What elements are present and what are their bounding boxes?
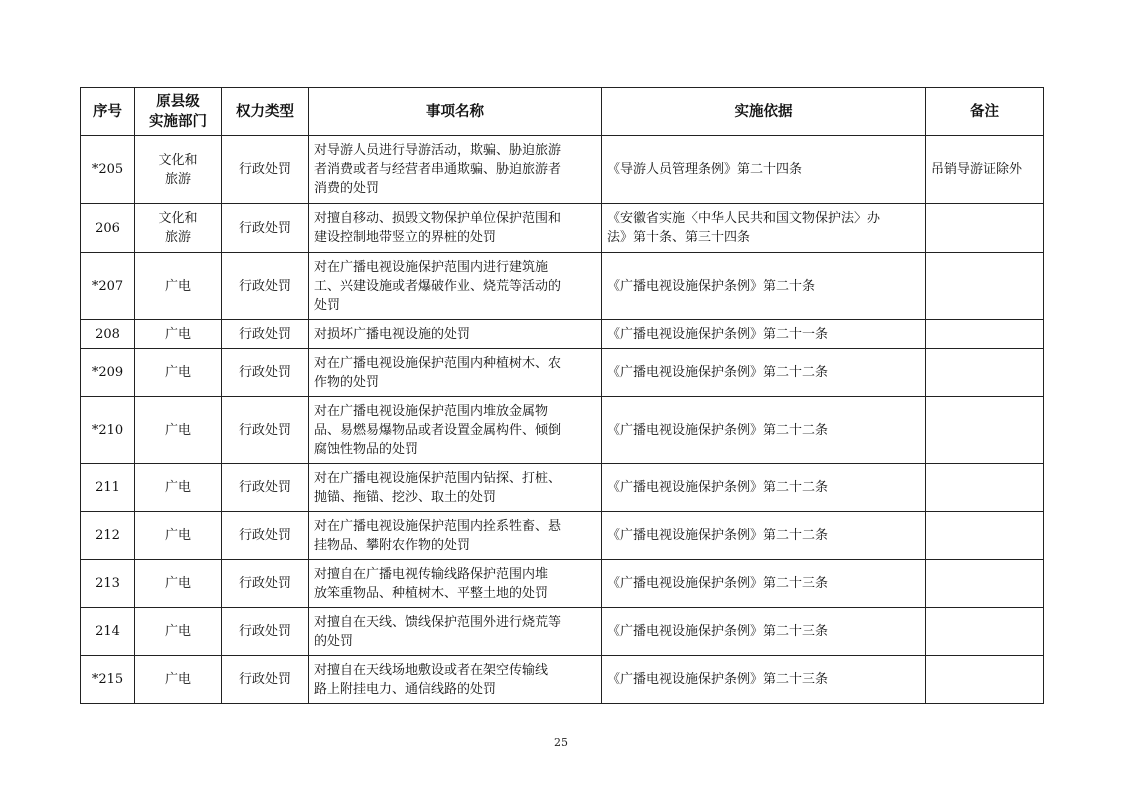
cell-power-type: 行政处罚 [222, 464, 309, 512]
cell-department: 广电 [135, 349, 222, 397]
table-row [81, 560, 1044, 608]
page-number: 25 [554, 736, 568, 749]
cell-legal-basis: 《广播电视设施保护条例》第二十二条 [602, 349, 926, 397]
cell-serial-number: *205 [81, 136, 135, 204]
cell-remarks [926, 204, 1044, 253]
cell-serial-number: 214 [81, 608, 135, 656]
cell-department: 广电 [135, 320, 222, 349]
cell-legal-basis: 《广播电视设施保护条例》第二十三条 [602, 656, 926, 704]
cell-serial-number: 212 [81, 512, 135, 560]
cell-remarks [926, 349, 1044, 397]
cell-power-type: 行政处罚 [222, 136, 309, 204]
cell-legal-basis: 《广播电视设施保护条例》第二十一条 [602, 320, 926, 349]
cell-department: 广电 [135, 560, 222, 608]
cell-power-type: 行政处罚 [222, 656, 309, 704]
cell-power-type: 行政处罚 [222, 512, 309, 560]
cell-power-type: 行政处罚 [222, 397, 309, 464]
cell-legal-basis: 《广播电视设施保护条例》第二十二条 [602, 512, 926, 560]
cell-power-type: 行政处罚 [222, 253, 309, 320]
cell-serial-number: 208 [81, 320, 135, 349]
cell-power-type: 行政处罚 [222, 349, 309, 397]
header-remarks: 备注 [926, 88, 1044, 136]
cell-serial-number: *209 [81, 349, 135, 397]
cell-item-name: 对在广播电视设施保护范围内钻探、打桩、 抛锚、拖锚、挖沙、取土的处罚 [309, 464, 602, 512]
table-row [81, 253, 1044, 320]
table-row [81, 204, 1044, 253]
cell-remarks [926, 560, 1044, 608]
header-power-type: 权力类型 [222, 88, 309, 136]
cell-item-name: 对损坏广播电视设施的处罚 [309, 320, 602, 349]
cell-legal-basis: 《广播电视设施保护条例》第二十二条 [602, 464, 926, 512]
cell-serial-number: *215 [81, 656, 135, 704]
cell-item-name: 对擅自移动、损毁文物保护单位保护范围和 建设控制地带竖立的界桩的处罚 [309, 204, 602, 253]
cell-department: 广电 [135, 608, 222, 656]
cell-department: 广电 [135, 464, 222, 512]
table-header-row [81, 88, 1044, 136]
table-row [81, 320, 1044, 349]
cell-remarks [926, 397, 1044, 464]
cell-legal-basis: 《导游人员管理条例》第二十四条 [602, 136, 926, 204]
cell-department: 广电 [135, 253, 222, 320]
cell-remarks [926, 320, 1044, 349]
cell-department: 文化和 旅游 [135, 136, 222, 204]
cell-serial-number: *207 [81, 253, 135, 320]
cell-department: 广电 [135, 512, 222, 560]
cell-legal-basis: 《广播电视设施保护条例》第二十三条 [602, 608, 926, 656]
cell-item-name: 对擅自在天线、馈线保护范围外进行烧荒等 的处罚 [309, 608, 602, 656]
cell-item-name: 对在广播电视设施保护范围内种植树木、农 作物的处罚 [309, 349, 602, 397]
cell-item-name: 对在广播电视设施保护范围内堆放金属物 品、易燃易爆物品或者设置金属构件、倾倒 腐蚀性物品的处罚 [309, 397, 602, 464]
table-row [81, 397, 1044, 464]
cell-serial-number: 206 [81, 204, 135, 253]
cell-item-name: 对擅自在天线场地敷设或者在架空传输线 路上附挂电力、通信线路的处罚 [309, 656, 602, 704]
cell-power-type: 行政处罚 [222, 320, 309, 349]
table-row [81, 349, 1044, 397]
cell-remarks [926, 253, 1044, 320]
table-row [81, 136, 1044, 204]
cell-department: 文化和 旅游 [135, 204, 222, 253]
table-row [81, 464, 1044, 512]
cell-legal-basis: 《广播电视设施保护条例》第二十三条 [602, 560, 926, 608]
cell-power-type: 行政处罚 [222, 560, 309, 608]
cell-remarks [926, 656, 1044, 704]
cell-remarks [926, 608, 1044, 656]
cell-legal-basis: 《广播电视设施保护条例》第二十条 [602, 253, 926, 320]
cell-legal-basis: 《广播电视设施保护条例》第二十二条 [602, 397, 926, 464]
header-legal-basis: 实施依据 [602, 88, 926, 136]
cell-serial-number: 211 [81, 464, 135, 512]
header-item-name: 事项名称 [309, 88, 602, 136]
cell-serial-number: *210 [81, 397, 135, 464]
cell-power-type: 行政处罚 [222, 608, 309, 656]
cell-department: 广电 [135, 656, 222, 704]
cell-remarks [926, 464, 1044, 512]
cell-remarks: 吊销导游证除外 [926, 136, 1044, 204]
cell-item-name: 对在广播电视设施保护范围内进行建筑施 工、兴建设施或者爆破作业、烧荒等活动的 处罚 [309, 253, 602, 320]
cell-item-name: 对在广播电视设施保护范围内拴系牲畜、悬 挂物品、攀附农作物的处罚 [309, 512, 602, 560]
header-serial-number: 序号 [81, 88, 135, 136]
power-list-table [80, 87, 1044, 704]
table-row [81, 608, 1044, 656]
header-department: 原县级 实施部门 [135, 88, 222, 136]
cell-serial-number: 213 [81, 560, 135, 608]
cell-item-name: 对导游人员进行导游活动，欺骗、胁迫旅游 者消费或者与经营者串通欺骗、胁迫旅游者 消费的处罚 [309, 136, 602, 204]
cell-item-name: 对擅自在广播电视传输线路保护范围内堆 放笨重物品、种植树木、平整土地的处罚 [309, 560, 602, 608]
table-row [81, 512, 1044, 560]
cell-department: 广电 [135, 397, 222, 464]
cell-remarks [926, 512, 1044, 560]
cell-legal-basis: 《安徽省实施〈中华人民共和国文物保护法〉办 法》第十条、第三十四条 [602, 204, 926, 253]
cell-power-type: 行政处罚 [222, 204, 309, 253]
table-row [81, 656, 1044, 704]
